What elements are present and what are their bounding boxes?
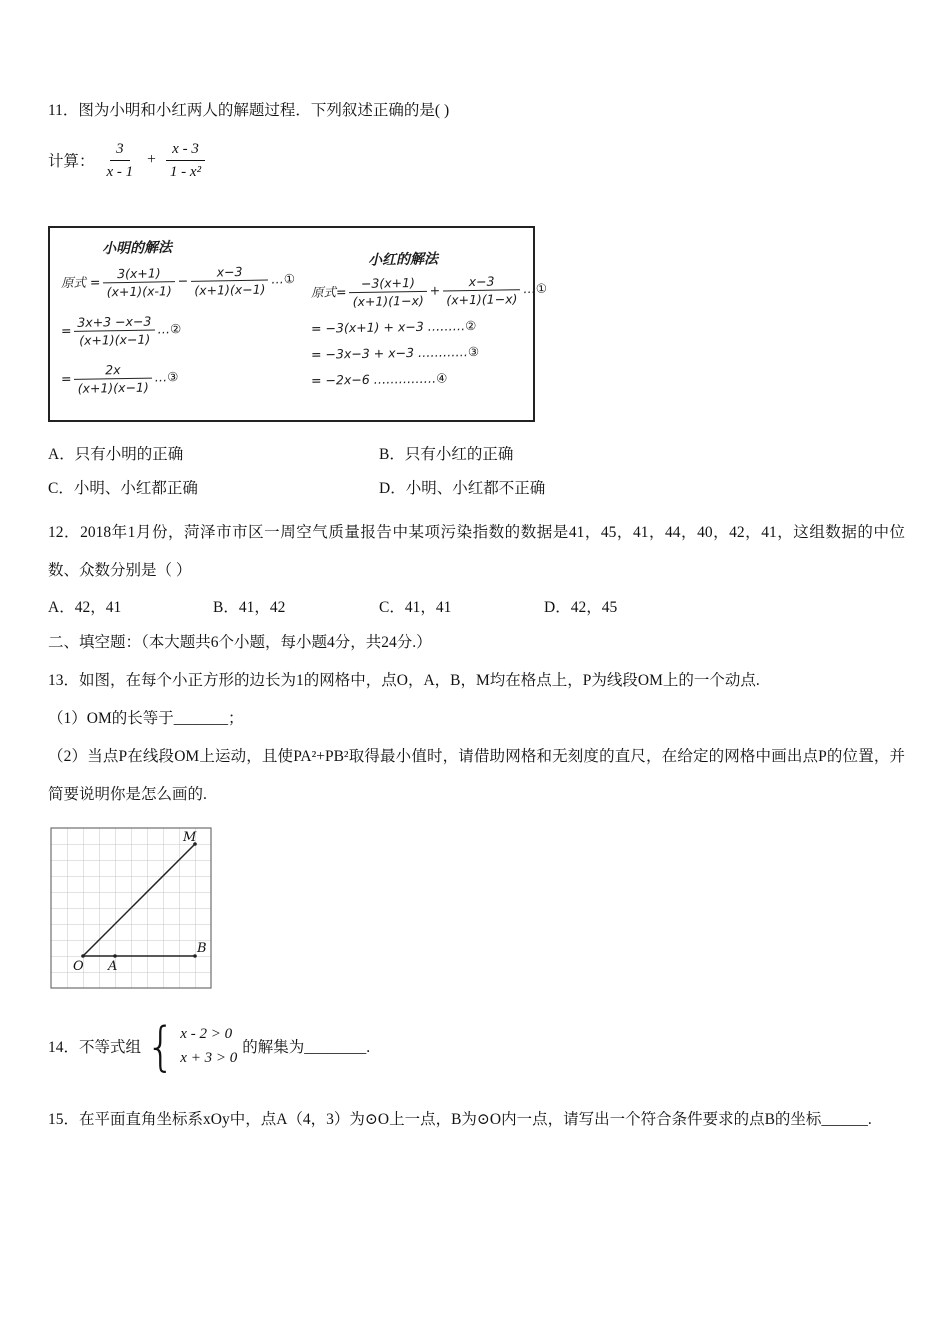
- label-m: M: [183, 830, 197, 845]
- q11-compute-label: 计算：: [48, 153, 95, 170]
- label-a: A: [108, 959, 118, 974]
- xiaoming-solution: [60, 234, 310, 414]
- q13-stem: 13．如图，在每个小正方形的边长为1的网格中，点O，A，B，M均在格点上，P为线段OM上的一个动点.: [48, 672, 760, 689]
- label-o: O: [73, 959, 84, 974]
- plus-operator: +: [147, 151, 156, 168]
- q12-stem: 12．2018年1月份，菏泽市市区一周空气质量报告中某项污染指数的数据是41，45，41，44，40，42，41，这组数据的中位数、众数分别是（ ）: [48, 524, 905, 579]
- q13-figure: [48, 822, 905, 997]
- solution-line: 原式= $\frac{-3(x+1)}{(x+1)(1-x)}$ + $\frac{x-3}{(x+1)(1-x)}$ …①: [310, 273, 548, 310]
- solution-line: = −3x−3 + x−3 …………③: [310, 343, 480, 362]
- xiaohong-solution: [310, 234, 548, 414]
- q14-row: [48, 1014, 905, 1078]
- point-a: [113, 954, 117, 958]
- option-a: A．42，41: [48, 599, 122, 616]
- q13-grid-figure: [48, 822, 214, 992]
- q14-prefix: 14．不等式组: [48, 1039, 142, 1056]
- section-2-heading: 二、填空题：（本大题共6个小题，每小题4分，共24分.）: [48, 634, 432, 651]
- left-brace: {: [146, 1014, 176, 1078]
- solution-line: = $\frac{3x+3 -x-3}{(x+1)(x-1)}$ …②: [60, 313, 182, 348]
- xiaohong-title: 小红的解法: [367, 251, 439, 269]
- solution-line: = −2x−6 ……………④: [310, 370, 448, 388]
- solution-line: = −3(x+1) + x−3 ………②: [310, 317, 477, 336]
- fraction-denominator: x - 1: [106, 163, 134, 180]
- q13-part1: （1）OM的长等于_______；: [48, 710, 244, 727]
- label-b: B: [197, 941, 207, 956]
- option-c: C．41，41: [379, 599, 452, 616]
- inequality-2: x + 3 > 0: [180, 1049, 238, 1066]
- q11-fraction-2: [164, 140, 207, 181]
- option-b: B．41，42: [213, 599, 286, 616]
- q13-part2: （2）当点P在线段OM上运动，且使PA²+PB²取得最小值时，请借助网格和无刻度的直尺，在给定的网格中画出点P的位置，并简要说明你是怎么画的.: [48, 748, 905, 803]
- q14-suffix: 的解集为________.: [242, 1039, 371, 1056]
- q11-stem: 11．图为小明和小红两人的解题过程．下列叙述正确的是( ): [48, 102, 450, 119]
- handwritten-solution-box: [48, 226, 548, 422]
- option-c: C．小明、小红都正确: [48, 480, 198, 497]
- q11-options: [48, 444, 905, 500]
- question-13: [48, 662, 905, 997]
- q15-stem: 15．在平面直角坐标系xOy中，点A（4，3）为⊙O上一点，B为⊙O内一点，请写出一个符合条件要求的点B的坐标______.: [48, 1111, 872, 1128]
- fraction-numerator: x - 3: [166, 140, 205, 161]
- question-15: [48, 1101, 905, 1139]
- q11-fraction-1: [101, 140, 140, 181]
- solution-line: 原式 = $\frac{3(x+1)}{(x+1)(x-1)}$ − $\frac{x-3}{(x+1)(x-1)}$ …①: [60, 263, 296, 300]
- q11-formula: [48, 132, 905, 188]
- question-11: [48, 92, 905, 500]
- fraction-denominator: 1 - x²: [169, 163, 202, 180]
- option-a: A．只有小明的正确: [48, 446, 184, 463]
- q12-options: [48, 592, 905, 624]
- option-d: D．42，45: [544, 599, 618, 616]
- option-d: D．小明、小红都不正确: [379, 480, 546, 497]
- question-14: [48, 1014, 905, 1078]
- inequality-1: x - 2 > 0: [180, 1026, 233, 1043]
- question-12: [48, 514, 905, 624]
- inequality-system: [180, 1024, 237, 1068]
- fraction-numerator: 3: [110, 140, 130, 161]
- option-b: B．只有小红的正确: [379, 446, 514, 463]
- xiaoming-title: 小明的解法: [101, 239, 173, 258]
- solution-line: = $\frac{2x}{(x+1)(x-1)}$ …③: [60, 362, 179, 396]
- point-o: [81, 954, 85, 958]
